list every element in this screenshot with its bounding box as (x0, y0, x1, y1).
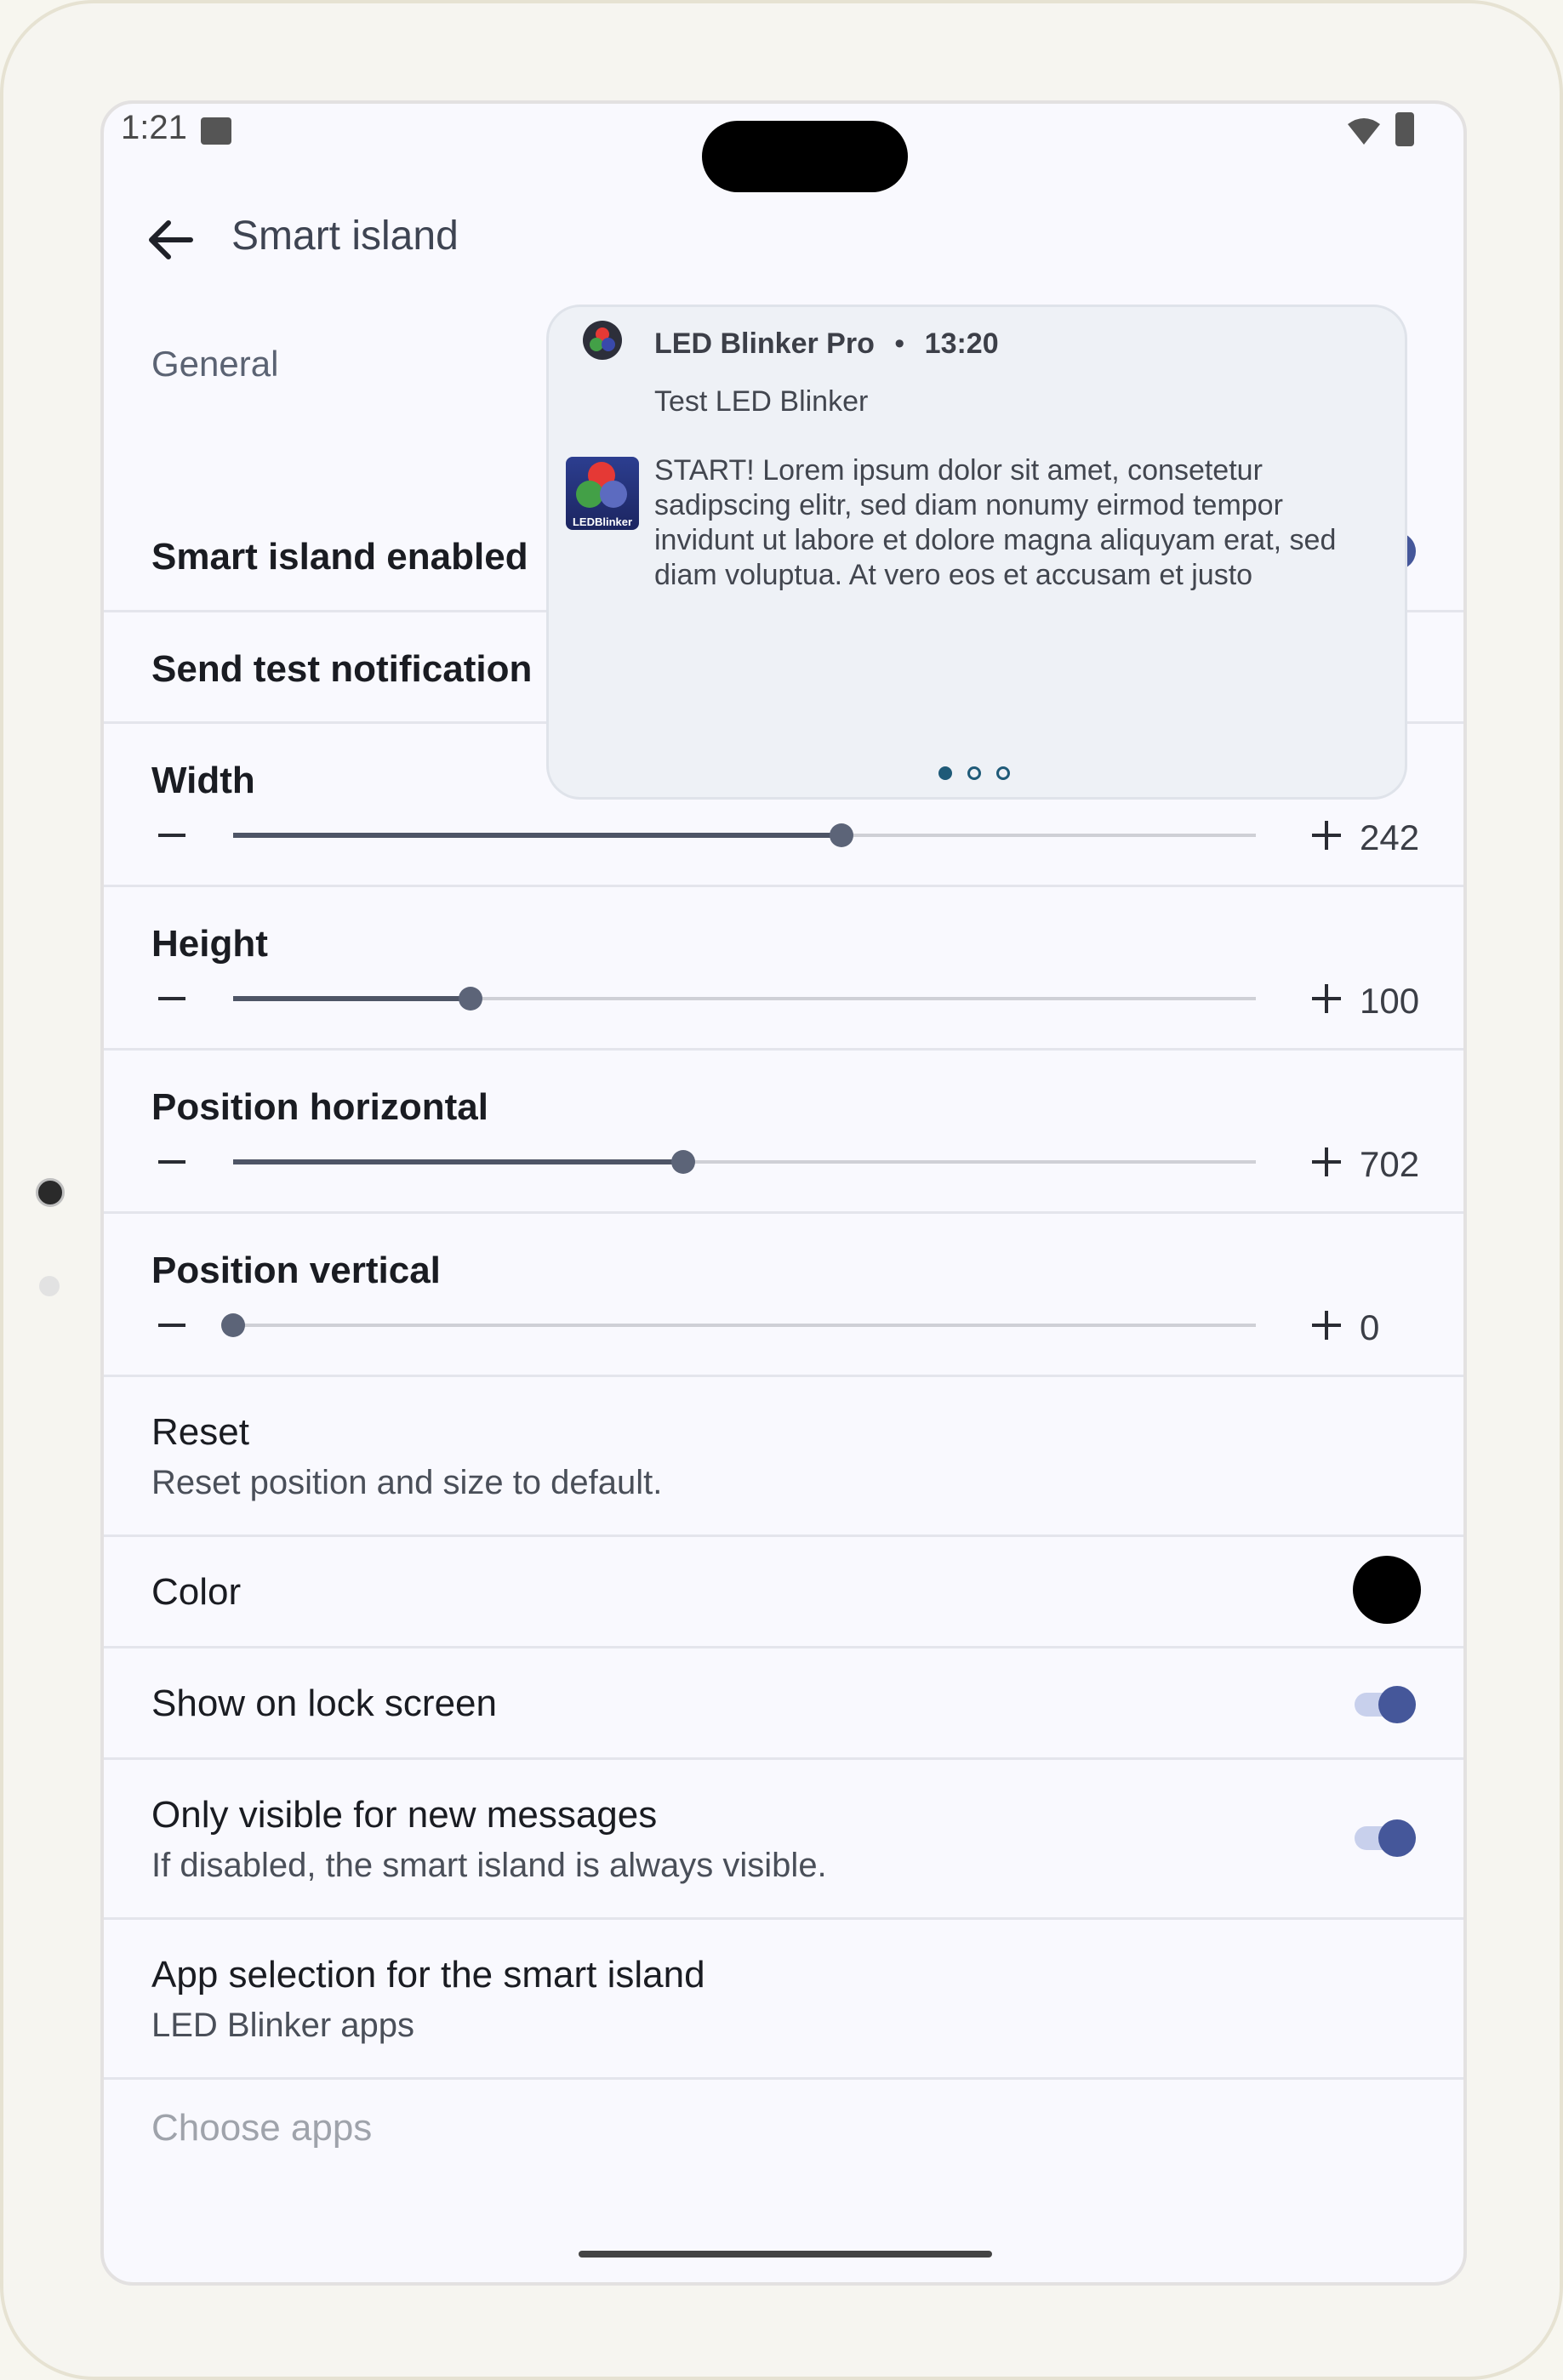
page-title: Smart island (231, 214, 459, 259)
led-blinker-icon-label: LEDBlinker (572, 515, 633, 528)
side-camera-icon (36, 1178, 65, 1207)
lock-screen-row[interactable] (104, 1648, 1463, 1760)
notification-title: Test LED Blinker (654, 385, 869, 418)
slider-row-position-horizontal (104, 1051, 1463, 1214)
home-indicator[interactable] (579, 2251, 992, 2258)
notification-header (654, 327, 999, 361)
slider-label-position-horizontal: Position horizontal (151, 1086, 488, 1128)
battery-icon (1395, 112, 1414, 146)
position-horizontal-slider[interactable] (233, 1145, 1256, 1179)
app-selection-row[interactable] (104, 1920, 1463, 2080)
color-row[interactable] (104, 1537, 1463, 1648)
width-slider[interactable] (233, 818, 1256, 852)
back-arrow-icon[interactable] (143, 213, 197, 267)
slider-label-width: Width (151, 760, 255, 801)
new-messages-title: Only visible for new messages (151, 1794, 658, 1836)
page-dot-active (938, 766, 952, 780)
new-messages-row[interactable] (104, 1760, 1463, 1920)
color-title: Color (151, 1571, 242, 1613)
height-slider[interactable] (233, 982, 1256, 1016)
status-time: 1:21 (121, 109, 187, 146)
minus-icon[interactable] (158, 1160, 185, 1164)
slider-knob[interactable] (459, 987, 482, 1011)
notification-separator: • (894, 327, 905, 360)
slider-knob[interactable] (221, 1313, 245, 1337)
screen (100, 100, 1467, 2286)
lock-screen-toggle[interactable] (1355, 1686, 1416, 1723)
section-header-general: General (151, 344, 279, 384)
slider-row-height (104, 887, 1463, 1051)
plus-icon[interactable] (1312, 1311, 1341, 1340)
lock-screen-title: Show on lock screen (151, 1683, 497, 1724)
slider-row-position-vertical (104, 1214, 1463, 1377)
minus-icon[interactable] (158, 834, 185, 837)
slider-value-position-vertical: 0 (1360, 1307, 1380, 1347)
slider-value-position-horizontal: 702 (1360, 1144, 1420, 1184)
plus-icon[interactable] (1312, 821, 1341, 850)
side-sensor-icon (39, 1276, 60, 1296)
slider-value-height: 100 (1360, 981, 1420, 1021)
minus-icon[interactable] (158, 997, 185, 1000)
notification-indicator-icon (201, 117, 231, 145)
slider-label-position-vertical: Position vertical (151, 1250, 441, 1291)
app-selection-title: App selection for the smart island (151, 1954, 705, 1996)
slider-value-width: 242 (1360, 817, 1420, 857)
plus-icon[interactable] (1312, 1147, 1341, 1176)
plus-icon[interactable] (1312, 984, 1341, 1013)
app-icon (583, 321, 622, 360)
position-vertical-slider[interactable] (233, 1308, 1256, 1342)
minus-icon[interactable] (158, 1324, 185, 1327)
color-swatch[interactable] (1353, 1556, 1421, 1624)
send-test-notification-title: Send test notification (151, 648, 533, 690)
wifi-icon (1346, 116, 1382, 146)
reset-title: Reset (151, 1411, 249, 1453)
reset-row[interactable] (104, 1377, 1463, 1537)
slider-knob[interactable] (671, 1150, 695, 1174)
choose-apps-title: Choose apps (151, 2107, 373, 2149)
slider-label-height: Height (151, 923, 268, 965)
page-dot (996, 766, 1010, 780)
notification-popup[interactable] (546, 305, 1407, 800)
led-blinker-icon (566, 457, 639, 530)
new-messages-toggle[interactable] (1355, 1819, 1416, 1857)
page-dot (967, 766, 981, 780)
page-indicator (938, 766, 1015, 783)
slider-knob[interactable] (830, 823, 853, 847)
smart-island-enable-title: Smart island enabled (151, 536, 528, 578)
notification-app-name: LED Blinker Pro (654, 327, 875, 360)
notification-time: 13:20 (924, 327, 999, 360)
camera-cutout (702, 121, 908, 192)
app-selection-summary: LED Blinker apps (151, 2007, 415, 2044)
reset-summary: Reset position and size to default. (151, 1464, 663, 1501)
new-messages-summary: If disabled, the smart island is always visible. (151, 1847, 827, 1884)
notification-text: START! Lorem ipsum dolor sit amet, consetetur sadipscing elitr, sed diam nonumy eirmod tempor invidunt ut labore et dolore magna aliquyam erat, sed diam voluptua. At vero eos et accusam et justo (654, 454, 1337, 591)
choose-apps-row (104, 2080, 1463, 2191)
